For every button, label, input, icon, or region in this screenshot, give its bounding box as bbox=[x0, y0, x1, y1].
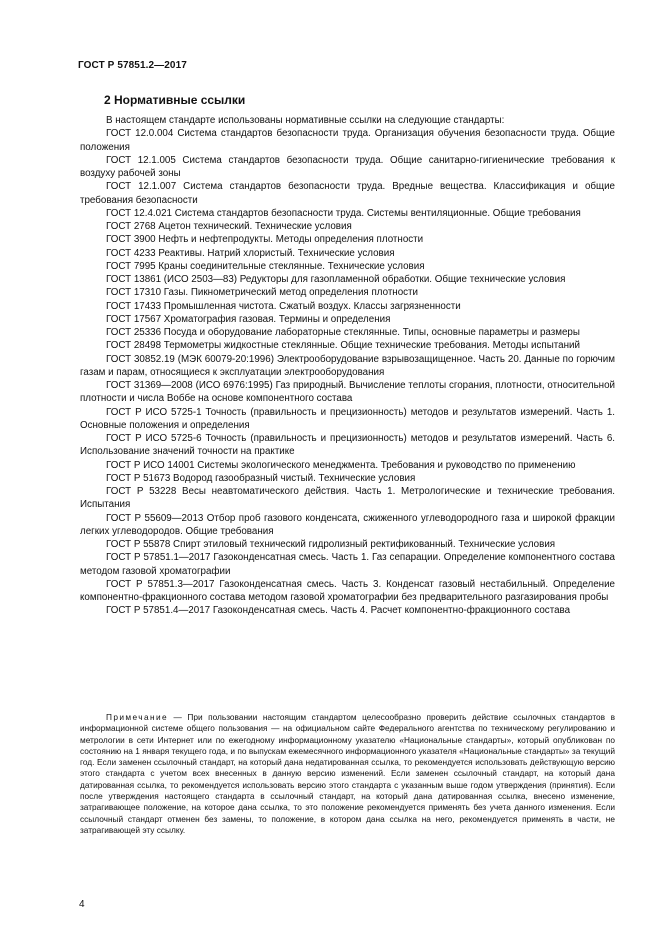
reference-item: ГОСТ Р 57851.1—2017 Газоконденсатная смесь. Часть 1. Газ сепарации. Определение компонентного состава методом газовой хроматографии bbox=[80, 552, 615, 577]
reference-item: ГОСТ 2768 Ацетон технический. Технические условия bbox=[106, 221, 352, 232]
note-text: — При пользовании настоящим стандартом целесообразно проверить действие ссылочных стандартов в информационной системе общего пользования — на официальном сайте Федерального агентства по техническому регулированию и метрологии в сети Интернет или по ежегодному информационному указателю «Национальные стандарты», который опубликован по состоянию на 1 января текущего года, и по выпускам ежемесячного информационного указателя «Национальные стандарты» за текущий год. Если заменен ссылочный стандарт, на который дана недатированная ссылка, то рекомендуется использовать действующую версию этого стандарта с учетом всех внесенных в данную версию изменений. Если заменен ссылочный стандарт, на который дана датированная ссылка, то рекомендуется использовать версию этого стандарта с указанным выше годом утверждения (принятия). Если после утверждения настоящего стандарта в ссылочный стандарт, на который дана датированная ссылка, внесено изменение, затрагивающее положение, на которое дана ссылка, то это положение рекомендуется применять без учета данного изменения. Если ссылочный стандарт отменен без замены, то положение, в котором дана ссылка на него, рекомендуется применять в части, не затрагивающей эту ссылку. bbox=[80, 712, 615, 835]
reference-item: ГОСТ 28498 Термометры жидкостные стеклянные. Общие технические требования. Методы испытаний bbox=[106, 340, 580, 352]
reference-item: ГОСТ Р 55878 Спирт этиловый технический гидролизный ректификованный. Технические условия bbox=[106, 539, 556, 550]
reference-item: ГОСТ 17310 Газы. Пикнометрический метод определения плотности bbox=[106, 287, 419, 299]
reference-item: ГОСТ Р 51673 Водород газообразный чистый. Технические условия bbox=[106, 472, 416, 484]
reference-item: ГОСТ Р ИСО 5725-1 Точность (правильность и прецизионность) методов и результатов измерений. Часть 1. Основные положения и определения bbox=[80, 406, 615, 431]
reference-item: ГОСТ 12.1.005 Система стандартов безопасности труда. Общие санитарно-гигиенические требования к воздуху рабочей зоны bbox=[80, 154, 615, 179]
reference-item: ГОСТ 25336 Посуда и оборудование лабораторные стеклянные. Типы, основные параметры и размеры bbox=[106, 327, 580, 338]
reference-item: ГОСТ 17567 Хроматография газовая. Термины и определения bbox=[106, 313, 391, 325]
reference-item: ГОСТ Р 53228 Весы неавтоматического действия. Часть 1. Метрологические и технические требования. Испытания bbox=[80, 486, 615, 511]
intro-paragraph: В настоящем стандарте использованы нормативные ссылки на следующие стандарты: bbox=[106, 115, 505, 126]
reference-item: ГОСТ 12.4.021 Система стандартов безопасности труда. Системы вентиляционные. Общие требования bbox=[106, 207, 581, 219]
section-title: 2 Нормативные ссылки bbox=[104, 93, 246, 107]
reference-item: ГОСТ 12.1.007 Система стандартов безопасности труда. Вредные вещества. Классификация и общие требования безопасности bbox=[80, 181, 615, 206]
reference-item: ГОСТ Р ИСО 14001 Системы экологического менеджмента. Требования и руководство по применению bbox=[106, 459, 576, 471]
reference-item: ГОСТ 3900 Нефть и нефтепродукты. Методы определения плотности bbox=[106, 234, 424, 246]
reference-item: ГОСТ Р 55609—2013 Отбор проб газового конденсата, сжиженного углеводородного газа и широкой фракции легких углеводородов. Общие требования bbox=[80, 512, 615, 537]
reference-item: ГОСТ 12.0.004 Система стандартов безопасности труда. Организация обучения безопасности труда. Общие положения bbox=[80, 128, 615, 153]
note-paragraph bbox=[80, 712, 615, 836]
reference-item: ГОСТ 17433 Промышленная чистота. Сжатый воздух. Классы загрязненности bbox=[106, 300, 461, 312]
reference-item: ГОСТ 13861 (ИСО 2503—83) Редукторы для газопламенной обработки. Общие технические условия bbox=[106, 274, 566, 285]
note-block bbox=[80, 712, 615, 836]
reference-item: ГОСТ Р 57851.4—2017 Газоконденсатная смесь. Часть 4. Расчет компонентно-фракционного состава bbox=[106, 605, 571, 617]
reference-item: ГОСТ Р ИСО 5725-6 Точность (правильность и прецизионность) методов и результатов измерений. Часть 6. Использование значений точности на практике bbox=[80, 433, 615, 458]
document-header: ГОСТ Р 57851.2—2017 bbox=[78, 60, 187, 71]
note-lead: Примечание bbox=[106, 712, 169, 722]
reference-item: ГОСТ Р 57851.3—2017 Газоконденсатная смесь. Часть 3. Конденсат газовый нестабильный. Определение компонентно-фракционного состава методом газовой хроматографии без предварительного разгазирования пробы bbox=[80, 578, 615, 603]
reference-item: ГОСТ 7995 Краны соединительные стеклянные. Технические условия bbox=[106, 260, 425, 272]
reference-item: ГОСТ 31369—2008 (ИСО 6976:1995) Газ природный. Вычисление теплоты сгорания, плотности, относительной плотности и числа Воббе на основе компонентного состава bbox=[80, 380, 615, 405]
page-number: 4 bbox=[79, 899, 85, 910]
reference-item: ГОСТ 30852.19 (МЭК 60079-20:1996) Электрооборудование взрывозащищенное. Часть 20. Данные по горючим газам и парам, относящиеся к эксплуатации электрооборудования bbox=[80, 353, 615, 378]
reference-item: ГОСТ 4233 Реактивы. Натрий хлористый. Технические условия bbox=[106, 247, 395, 259]
references-list bbox=[80, 114, 615, 618]
